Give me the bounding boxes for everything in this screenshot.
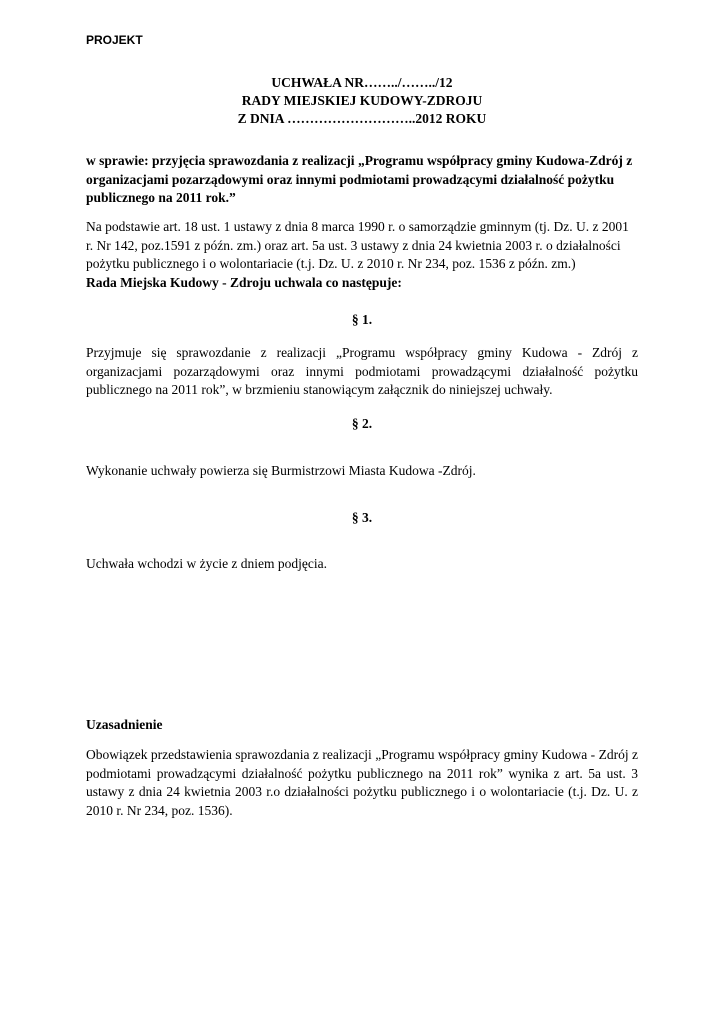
section-1-heading: § 1. [351, 312, 373, 327]
section-3-heading: § 3. [351, 510, 373, 525]
section-2-heading: § 2. [351, 416, 373, 431]
resolution-title [86, 74, 638, 128]
resolution-subject: w sprawie: przyjęcia sprawozdania z realizacji „Programu współpracy gminy Kudowa-Zdrój z organizacjami pozarządowymi oraz innymi podmiotami prowadzącymi działalność pożytku publicznego na 2011 rok.” [86, 153, 633, 205]
title-date-line: Z DNIA ………………………..2012 ROKU [237, 111, 487, 126]
legal-basis: Na podstawie art. 18 ust. 1 ustawy z dnia 8 marca 1990 r. o samorządzie gminnym (tj. Dz. U. z 2001 r. Nr 142, poz.1591 z późn. zm.) oraz art. 5a ust. 3 ustawy z dnia 24 kwietnia 2003 r. o działalności pożytku publicznego i o wolontariacie (t.j. Dz. U. z 2010 r. Nr 234, poz. 1536 z późn. zm.) [86, 219, 629, 271]
section-2-text: Wykonanie uchwały powierza się Burmistrzowi Miasta Kudowa -Zdrój. [86, 463, 476, 478]
title-council-line: RADY MIEJSKIEJ KUDOWY-ZDROJU [241, 93, 483, 108]
justification-title: Uzasadnienie [86, 717, 163, 732]
resolution-intro: Rada Miejska Kudowy - Zdroju uchwala co następuje: [86, 275, 402, 290]
title-number-line: UCHWAŁA NR……../……../12 [271, 75, 453, 90]
justification-text: Obowiązek przedstawienia sprawozdania z realizacji „Programu współpracy gminy Kudowa - Zdrój z podmiotami prowadzącymi działalność pożytku publicznego na 2011 rok” wynika z art. 5a ust. 3 ustawy z dnia 24 kwietnia 2003 r.o działalności pożytku publicznego i o wolontariacie (t.j. Dz. U. z 2010 r. Nr 234, poz. 1536). [86, 747, 638, 818]
draft-label: PROJEKT [86, 33, 143, 47]
section-1-text: Przyjmuje się sprawozdanie z realizacji „Programu współpracy gminy Kudowa - Zdrój z organizacjami pozarządowymi oraz innymi podmiotami prowadzącymi działalność pożytku publicznego na 2011 rok”, w brzmieniu stanowiącym załącznik do niniejszej uchwały. [86, 345, 638, 397]
section-3-text: Uchwała wchodzi w życie z dniem podjęcia. [86, 556, 328, 571]
